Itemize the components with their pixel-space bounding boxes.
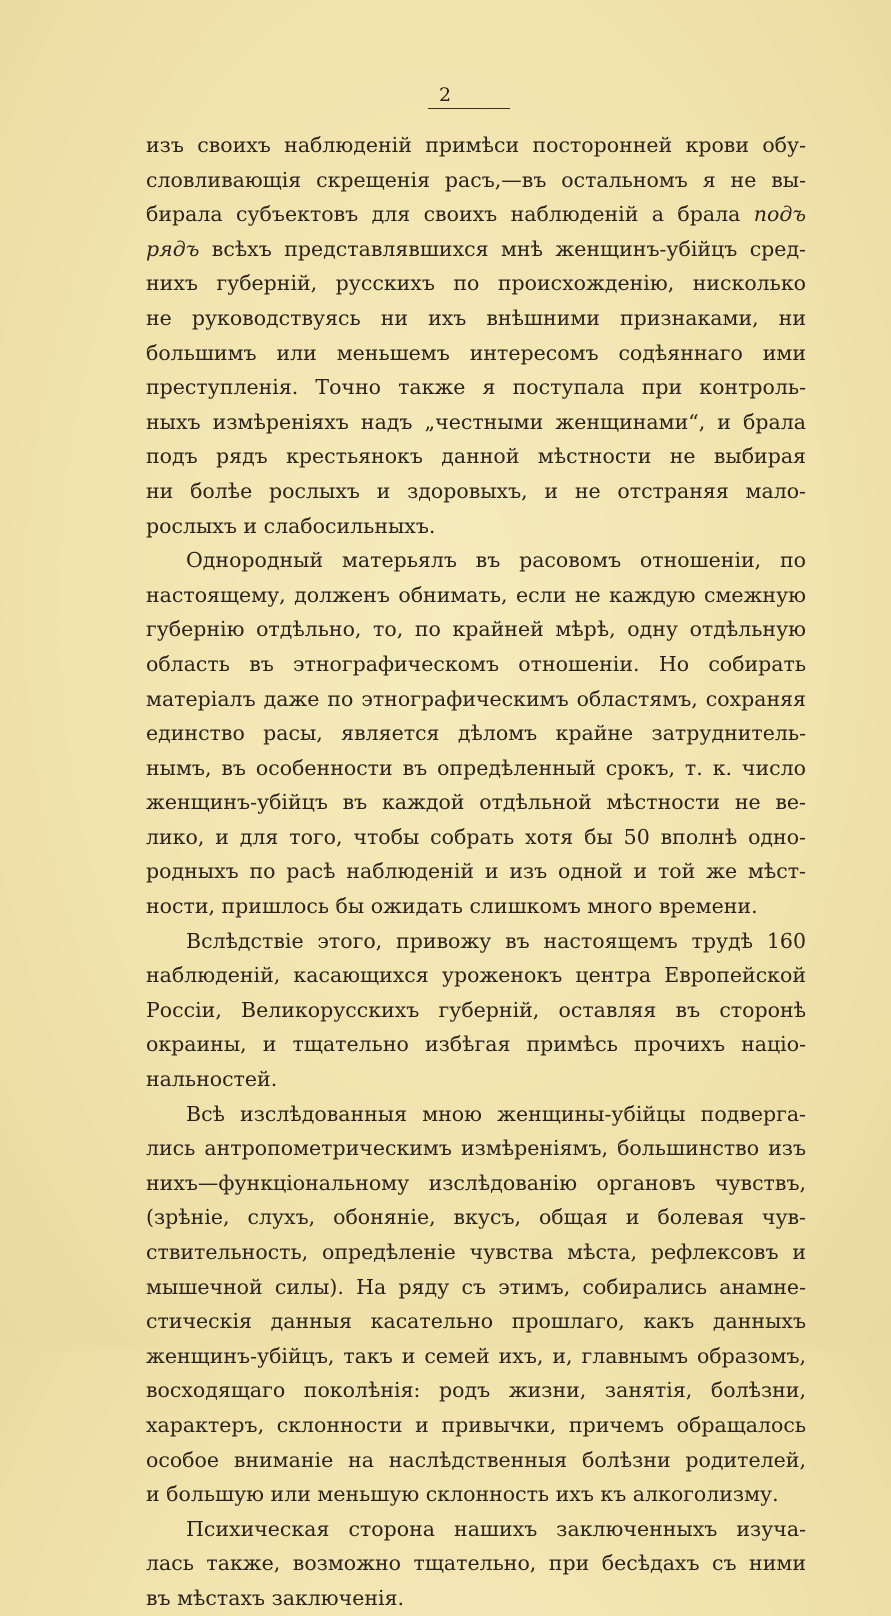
header-rule: [428, 108, 510, 109]
line-text: въ мѣстахъ заключенія.: [146, 1585, 405, 1610]
text-line: [146, 854, 806, 889]
text-line: [146, 993, 806, 1028]
line-text: наблюденій, касающихся уроженокъ центра Европейской: [146, 963, 806, 988]
text-line: [146, 266, 806, 301]
text-line: [146, 612, 806, 647]
line-text: ни болѣе рослыхъ и здоровыхъ, и не отстраняя мало-: [146, 478, 806, 503]
text-line: [146, 232, 806, 267]
line-text: бирала субъектовъ для своихъ наблюденій а брала: [146, 202, 754, 227]
line-text: всѣхъ представлявшихся мнѣ женщинъ-убійцъ сред-: [199, 236, 806, 261]
line-text: мышечной силы). На ряду съ этимъ, собирались анамне-: [146, 1274, 806, 1299]
text-line: [146, 1581, 806, 1616]
text-line: [146, 1339, 806, 1374]
line-text: матеріалъ даже по этнографическимъ областямъ, сохраняя: [146, 686, 806, 711]
line-text: женщинъ-убійцъ, такъ и семей ихъ, и, главнымъ образомъ,: [146, 1343, 806, 1368]
body-text: [146, 128, 806, 1616]
line-text: губернію отдѣльно, то, по крайней мѣрѣ, одну отдѣльную: [146, 617, 806, 642]
text-line: [146, 1477, 806, 1512]
text-line: [146, 1373, 806, 1408]
page-number: 2: [438, 84, 453, 106]
text-line: [146, 197, 806, 232]
text-line: [146, 439, 806, 474]
text-line: [146, 924, 806, 959]
line-text: нальностей.: [146, 1067, 278, 1092]
text-line: [146, 958, 806, 993]
line-text: Всѣ изслѣдованныя мною женщины-убійцы подверга-: [186, 1101, 806, 1126]
line-text: подъ рядъ крестьянокъ данной мѣстности не выбирая: [146, 444, 806, 469]
text-line: [146, 578, 806, 613]
line-text: Россіи, Великорусскихъ губерній, оставляя въ сторонѣ: [146, 997, 806, 1022]
line-text: лась также, возможно тщательно, при бесѣдахъ съ ними: [146, 1551, 806, 1576]
line-text: нымъ, въ особенности въ опредѣленный срокъ, т. к. число: [146, 755, 806, 780]
line-text: ности, пришлось бы ожидать слишкомъ много времени.: [146, 894, 758, 919]
line-text: настоящему, долженъ обнимать, если не каждую смежную: [146, 582, 806, 607]
text-line: [146, 1200, 806, 1235]
line-text: лись антропометрическимъ измѣреніямъ, большинство изъ: [146, 1136, 806, 1161]
line-text: особое вниманіе на наслѣдственныя болѣзни родителей,: [146, 1447, 806, 1472]
text-line: [146, 163, 806, 198]
text-line: [146, 1062, 806, 1097]
line-text: характеръ, склонности и привычки, причемъ обращалось: [146, 1412, 806, 1437]
text-line: [146, 1097, 806, 1132]
line-text: окраины, и тщательно избѣгая примѣсь прочихъ націо-: [146, 1032, 806, 1057]
line-text: Вслѣдствіе этого, привожу въ настоящемъ трудѣ 160: [186, 928, 806, 953]
text-line: [146, 301, 806, 336]
line-text: нихъ губерній, русскихъ по происхожденію, нисколько: [146, 271, 806, 296]
line-text: большимъ или меньшемъ интересомъ содѣяннаго ими: [146, 340, 806, 365]
line-text: не руководствуясь ни ихъ внѣшними признаками, ни: [146, 305, 806, 330]
line-text: родныхъ по расѣ наблюденій и изъ одной и той же мѣст-: [146, 859, 806, 884]
text-line: [146, 336, 806, 371]
text-line: [146, 474, 806, 509]
line-text: стическія данныя касательно прошлаго, какъ данныхъ: [146, 1309, 806, 1334]
text-line: [146, 889, 806, 924]
text-line: [146, 405, 806, 440]
text-line: [146, 751, 806, 786]
line-text: область въ этнографическомъ отношеніи. Но собирать: [146, 651, 806, 676]
text-line: [146, 820, 806, 855]
line-text: ствительность, опредѣленіе чувства мѣста, рефлексовъ и: [146, 1240, 806, 1264]
italic-word: подъ: [753, 202, 806, 227]
text-line: [146, 1235, 806, 1270]
text-line: [146, 716, 806, 751]
text-line: [146, 1027, 806, 1062]
line-text: единство расы, является дѣломъ крайне затруднитель-: [146, 721, 806, 746]
text-line: [146, 682, 806, 717]
line-text: Однородный матерьялъ въ расовомъ отношеніи, по: [186, 548, 806, 573]
text-line: [146, 1304, 806, 1339]
text-line: [146, 509, 806, 544]
text-line: [146, 128, 806, 163]
italic-word: рядъ: [146, 236, 200, 261]
line-text: Психическая сторона нашихъ заключенныхъ изуча-: [186, 1516, 806, 1541]
line-text: нихъ—функціональному изслѣдованію органовъ чувствъ,: [146, 1170, 806, 1195]
text-line: [146, 1270, 806, 1305]
line-text: рослыхъ и слабосильныхъ.: [146, 513, 436, 538]
text-line: [146, 1408, 806, 1443]
text-line: [146, 1512, 806, 1547]
text-line: [146, 1166, 806, 1201]
text-line: [146, 1546, 806, 1581]
text-line: [146, 1131, 806, 1166]
text-line: [146, 1443, 806, 1478]
line-text: словливающія скрещенія расъ,—въ остальномъ я не вы-: [146, 167, 806, 192]
text-line: [146, 370, 806, 405]
text-line: [146, 543, 806, 578]
line-text: восходящаго поколѣнія: родъ жизни, занятія, болѣзни,: [146, 1378, 806, 1403]
line-text: лико, и для того, чтобы собрать хотя бы 50 вполнѣ одно-: [146, 824, 806, 849]
text-line: [146, 647, 806, 682]
line-text: и большую или меньшую склонность ихъ къ алкоголизму.: [146, 1482, 779, 1507]
line-text: женщинъ-убійцъ въ каждой отдѣльной мѣстности не ве-: [146, 790, 806, 815]
text-line: [146, 785, 806, 820]
line-text: преступленія. Точно также я поступала при контроль-: [146, 375, 806, 400]
line-text: ныхъ измѣреніяхъ надъ „честными женщинами“, и брала: [146, 409, 806, 434]
line-text: (зрѣніе, слухъ, обоняніе, вкусъ, общая и болевая чув-: [146, 1205, 806, 1230]
line-text: изъ своихъ наблюденій примѣси посторонней крови обу-: [146, 133, 806, 157]
